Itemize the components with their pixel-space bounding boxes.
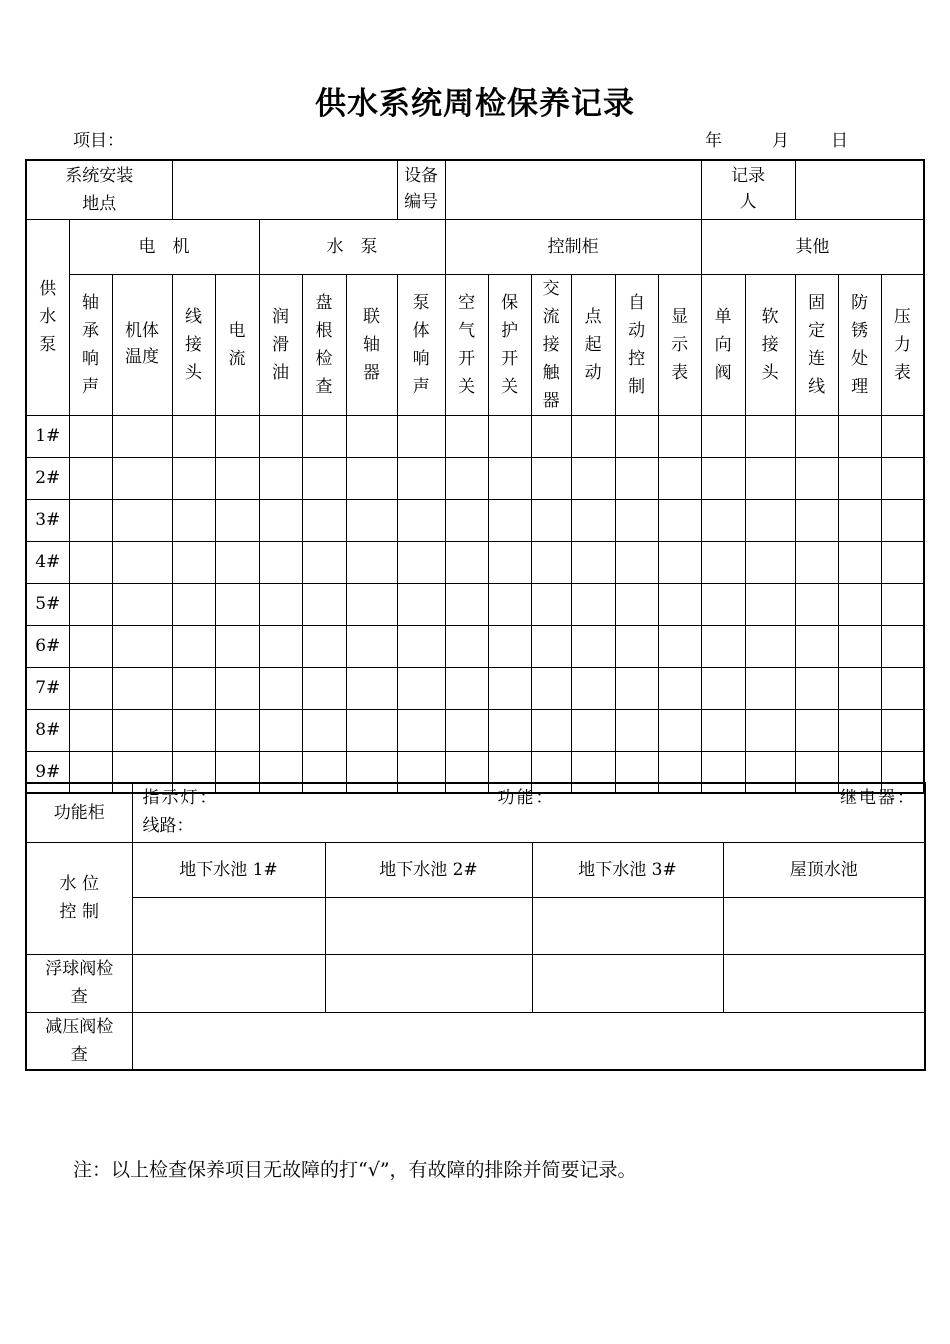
check-cell[interactable] (795, 415, 838, 457)
check-cell[interactable] (112, 499, 172, 541)
column-header-17: 固定连线 (795, 274, 838, 415)
check-cell[interactable] (259, 667, 302, 709)
check-cell[interactable] (571, 709, 615, 751)
check-cell[interactable] (302, 583, 346, 625)
check-cell[interactable] (658, 415, 701, 457)
check-cell[interactable] (302, 415, 346, 457)
function-label: 功能： (497, 788, 555, 808)
check-cell[interactable] (701, 625, 745, 667)
float-valve-row (26, 954, 925, 1012)
check-cell[interactable] (69, 415, 112, 457)
check-cell[interactable] (838, 625, 881, 667)
check-cell[interactable] (745, 625, 795, 667)
pump-number: 8# (26, 709, 69, 751)
check-cell[interactable] (571, 415, 615, 457)
check-cell[interactable] (259, 709, 302, 751)
day-label: 日 (831, 131, 848, 151)
check-cell[interactable] (397, 457, 445, 499)
column-header-2: 机体温度 (112, 274, 172, 415)
check-cell[interactable] (701, 541, 745, 583)
check-cell[interactable] (397, 667, 445, 709)
check-cell[interactable] (881, 541, 924, 583)
check-cell[interactable] (571, 541, 615, 583)
check-cell[interactable] (615, 583, 658, 625)
check-cell[interactable] (881, 625, 924, 667)
check-cell[interactable] (172, 709, 215, 751)
check-cell[interactable] (615, 625, 658, 667)
pool-3-value[interactable] (532, 897, 723, 954)
column-header-1: 轴承响声 (69, 274, 112, 415)
check-cell[interactable] (346, 541, 397, 583)
check-cell[interactable] (745, 583, 795, 625)
check-cell[interactable] (795, 499, 838, 541)
table-row (26, 583, 924, 625)
lower-table (25, 782, 926, 1071)
check-cell[interactable] (615, 709, 658, 751)
check-cell[interactable] (745, 667, 795, 709)
check-cell[interactable] (346, 625, 397, 667)
table-row (26, 709, 924, 751)
pool-1: 地下水池 1# (132, 842, 325, 897)
function-cabinet-row (26, 783, 925, 842)
relay-label: 继电器： (840, 788, 916, 808)
check-cell[interactable] (701, 667, 745, 709)
check-cell[interactable] (215, 541, 259, 583)
check-cell[interactable] (259, 541, 302, 583)
check-cell[interactable] (488, 499, 531, 541)
pool-3: 地下水池 3# (532, 842, 723, 897)
wiring-label: 线路： (142, 816, 194, 836)
check-cell[interactable] (488, 709, 531, 751)
check-cell[interactable] (346, 499, 397, 541)
check-cell[interactable] (112, 457, 172, 499)
check-cell[interactable] (445, 583, 488, 625)
check-cell[interactable] (745, 457, 795, 499)
check-cell[interactable] (701, 457, 745, 499)
water-level-value-row (26, 897, 925, 954)
check-cell[interactable] (745, 709, 795, 751)
check-cell[interactable] (346, 583, 397, 625)
check-cell[interactable] (838, 709, 881, 751)
check-cell[interactable] (259, 457, 302, 499)
check-cell[interactable] (69, 541, 112, 583)
column-header-6: 盘根检查 (302, 274, 346, 415)
check-cell[interactable] (346, 457, 397, 499)
check-cell[interactable] (112, 415, 172, 457)
check-cell[interactable] (615, 457, 658, 499)
check-cell[interactable] (172, 499, 215, 541)
check-cell[interactable] (172, 667, 215, 709)
pump-number: 6# (26, 625, 69, 667)
recorder-value[interactable] (795, 160, 924, 219)
check-cell[interactable] (112, 625, 172, 667)
device-no-value[interactable] (445, 160, 701, 219)
check-cell[interactable] (397, 583, 445, 625)
column-header-16: 软接头 (745, 274, 795, 415)
check-cell[interactable] (488, 457, 531, 499)
check-cell[interactable] (445, 625, 488, 667)
footnote: 注：以上检查保养项目无故障的打“√”，有故障的排除并简要记录。 (73, 1159, 637, 1181)
group-water-pump: 水 泵 (259, 219, 445, 274)
pressure-valve-value[interactable] (132, 1012, 925, 1070)
check-cell[interactable] (571, 667, 615, 709)
check-cell[interactable] (531, 457, 571, 499)
check-cell[interactable] (745, 499, 795, 541)
check-cell[interactable] (615, 499, 658, 541)
check-cell[interactable] (215, 499, 259, 541)
check-cell[interactable] (531, 625, 571, 667)
project-label: 项目： (73, 131, 124, 151)
column-header-10: 保护开关 (488, 274, 531, 415)
check-cell[interactable] (745, 415, 795, 457)
recorder-label: 记录人 (701, 160, 795, 219)
pool-roof-value[interactable] (723, 897, 925, 954)
pump-number: 1# (26, 415, 69, 457)
column-header-4: 电流 (215, 274, 259, 415)
check-cell[interactable] (397, 415, 445, 457)
water-level-label-line2: 控 制 (59, 902, 99, 922)
check-cell[interactable] (881, 583, 924, 625)
check-cell[interactable] (571, 625, 615, 667)
column-header-14: 显示表 (658, 274, 701, 415)
check-cell[interactable] (795, 583, 838, 625)
check-cell[interactable] (259, 415, 302, 457)
check-cell[interactable] (615, 541, 658, 583)
check-cell[interactable] (701, 415, 745, 457)
check-cell[interactable] (531, 667, 571, 709)
check-cell[interactable] (302, 667, 346, 709)
check-cell[interactable] (302, 457, 346, 499)
check-cell[interactable] (259, 625, 302, 667)
column-header-3: 线接头 (172, 274, 215, 415)
group-motor: 电 机 (69, 219, 259, 274)
check-cell[interactable] (658, 583, 701, 625)
check-cell[interactable] (112, 541, 172, 583)
check-cell[interactable] (112, 709, 172, 751)
check-cell[interactable] (881, 415, 924, 457)
year-label: 年 (705, 131, 722, 151)
check-cell[interactable] (701, 709, 745, 751)
column-header-row (26, 274, 924, 415)
check-cell[interactable] (172, 457, 215, 499)
check-cell[interactable] (397, 499, 445, 541)
check-cell[interactable] (302, 625, 346, 667)
check-cell[interactable] (571, 499, 615, 541)
column-header-15: 单向阀 (701, 274, 745, 415)
check-cell[interactable] (346, 709, 397, 751)
pressure-valve-label: 减压阀检查 (26, 1012, 132, 1070)
column-header-5: 润滑油 (259, 274, 302, 415)
group-control-cabinet: 控制柜 (445, 219, 701, 274)
check-cell[interactable] (172, 625, 215, 667)
check-cell[interactable] (531, 583, 571, 625)
check-cell[interactable] (838, 415, 881, 457)
check-cell[interactable] (445, 499, 488, 541)
check-cell[interactable] (571, 457, 615, 499)
table-row (26, 625, 924, 667)
check-cell[interactable] (488, 415, 531, 457)
check-cell[interactable] (172, 541, 215, 583)
check-cell[interactable] (531, 709, 571, 751)
check-cell[interactable] (259, 583, 302, 625)
month-label: 月 (772, 131, 789, 151)
check-cell[interactable] (531, 415, 571, 457)
check-cell[interactable] (701, 499, 745, 541)
inspection-table (25, 159, 925, 794)
group-other: 其他 (701, 219, 924, 274)
check-cell[interactable] (302, 499, 346, 541)
table-row (26, 457, 924, 499)
check-cell[interactable] (658, 667, 701, 709)
check-cell[interactable] (69, 625, 112, 667)
check-cell[interactable] (215, 457, 259, 499)
check-cell[interactable] (112, 583, 172, 625)
water-level-label (26, 842, 132, 954)
check-cell[interactable] (838, 541, 881, 583)
pump-number: 9# (26, 751, 69, 793)
float-valve-value-3[interactable] (532, 954, 723, 1012)
check-cell[interactable] (445, 415, 488, 457)
check-cell[interactable] (259, 499, 302, 541)
pump-number: 5# (26, 583, 69, 625)
check-cell[interactable] (658, 625, 701, 667)
check-cell[interactable] (795, 667, 838, 709)
check-cell[interactable] (615, 415, 658, 457)
check-cell[interactable] (69, 709, 112, 751)
device-no-label: 设备编号 (397, 160, 445, 219)
check-cell[interactable] (795, 457, 838, 499)
check-cell[interactable] (795, 625, 838, 667)
check-cell[interactable] (69, 499, 112, 541)
column-header-12: 点起动 (571, 274, 615, 415)
check-cell[interactable] (881, 667, 924, 709)
check-cell[interactable] (488, 625, 531, 667)
check-cell[interactable] (658, 499, 701, 541)
column-header-8: 泵体响声 (397, 274, 445, 415)
check-cell[interactable] (445, 457, 488, 499)
install-site-value[interactable] (172, 160, 397, 219)
table-row (26, 499, 924, 541)
check-cell[interactable] (397, 625, 445, 667)
column-header-9: 空气开关 (445, 274, 488, 415)
check-cell[interactable] (302, 541, 346, 583)
check-cell[interactable] (838, 457, 881, 499)
pressure-valve-row (26, 1012, 925, 1070)
check-cell[interactable] (838, 667, 881, 709)
check-cell[interactable] (658, 541, 701, 583)
check-cell[interactable] (531, 499, 571, 541)
table-row (26, 667, 924, 709)
column-header-11: 交流接触器 (531, 274, 571, 415)
float-valve-value-1[interactable] (132, 954, 325, 1012)
check-cell[interactable] (445, 667, 488, 709)
water-level-label-line1: 水 位 (59, 874, 99, 894)
column-header-7: 联轴器 (346, 274, 397, 415)
check-cell[interactable] (346, 667, 397, 709)
column-header-18: 防锈处理 (838, 274, 881, 415)
pool-2-value[interactable] (325, 897, 532, 954)
check-cell[interactable] (302, 709, 346, 751)
check-cell[interactable] (488, 583, 531, 625)
data-rows (26, 415, 924, 793)
info-row (26, 160, 924, 219)
pool-1-value[interactable] (132, 897, 325, 954)
check-cell[interactable] (69, 583, 112, 625)
float-valve-value-2[interactable] (325, 954, 532, 1012)
check-cell[interactable] (881, 709, 924, 751)
check-cell[interactable] (488, 541, 531, 583)
pump-number: 7# (26, 667, 69, 709)
check-cell[interactable] (701, 583, 745, 625)
check-cell[interactable] (215, 667, 259, 709)
function-cabinet-label: 功能柜 (26, 783, 132, 842)
check-cell[interactable] (445, 541, 488, 583)
check-cell[interactable] (531, 541, 571, 583)
check-cell[interactable] (397, 541, 445, 583)
pump-number: 3# (26, 499, 69, 541)
check-cell[interactable] (215, 415, 259, 457)
pool-2: 地下水池 2# (325, 842, 532, 897)
install-site-label: 系统安装地点 (26, 160, 172, 219)
water-level-header-row (26, 842, 925, 897)
check-cell[interactable] (172, 415, 215, 457)
check-cell[interactable] (838, 499, 881, 541)
column-header-13: 自动控制 (615, 274, 658, 415)
check-cell[interactable] (571, 583, 615, 625)
check-cell[interactable] (488, 667, 531, 709)
float-valve-value-4[interactable] (723, 954, 925, 1012)
check-cell[interactable] (215, 709, 259, 751)
check-cell[interactable] (795, 541, 838, 583)
table-row (26, 541, 924, 583)
check-cell[interactable] (215, 583, 259, 625)
table-row (26, 415, 924, 457)
pool-roof: 屋顶水池 (723, 842, 925, 897)
check-cell[interactable] (69, 667, 112, 709)
check-cell[interactable] (745, 541, 795, 583)
check-cell[interactable] (172, 583, 215, 625)
indicator-label: 指示灯： (142, 788, 219, 808)
column-header-19: 压力表 (881, 274, 924, 415)
check-cell[interactable] (445, 709, 488, 751)
check-cell[interactable] (215, 625, 259, 667)
page-title: 供水系统周检保养记录 (315, 86, 635, 122)
check-cell[interactable] (795, 709, 838, 751)
check-cell[interactable] (397, 709, 445, 751)
check-cell[interactable] (658, 457, 701, 499)
check-cell[interactable] (69, 457, 112, 499)
pump-number: 2# (26, 457, 69, 499)
check-cell[interactable] (881, 499, 924, 541)
check-cell[interactable] (838, 583, 881, 625)
pump-number: 4# (26, 541, 69, 583)
check-cell[interactable] (881, 457, 924, 499)
float-valve-label: 浮球阀检查 (26, 954, 132, 1012)
check-cell[interactable] (346, 415, 397, 457)
group-header-row (26, 219, 924, 274)
function-cabinet-content[interactable] (132, 783, 925, 842)
check-cell[interactable] (658, 709, 701, 751)
check-cell[interactable] (112, 667, 172, 709)
check-cell[interactable] (615, 667, 658, 709)
pump-label: 供水泵 (26, 219, 69, 415)
